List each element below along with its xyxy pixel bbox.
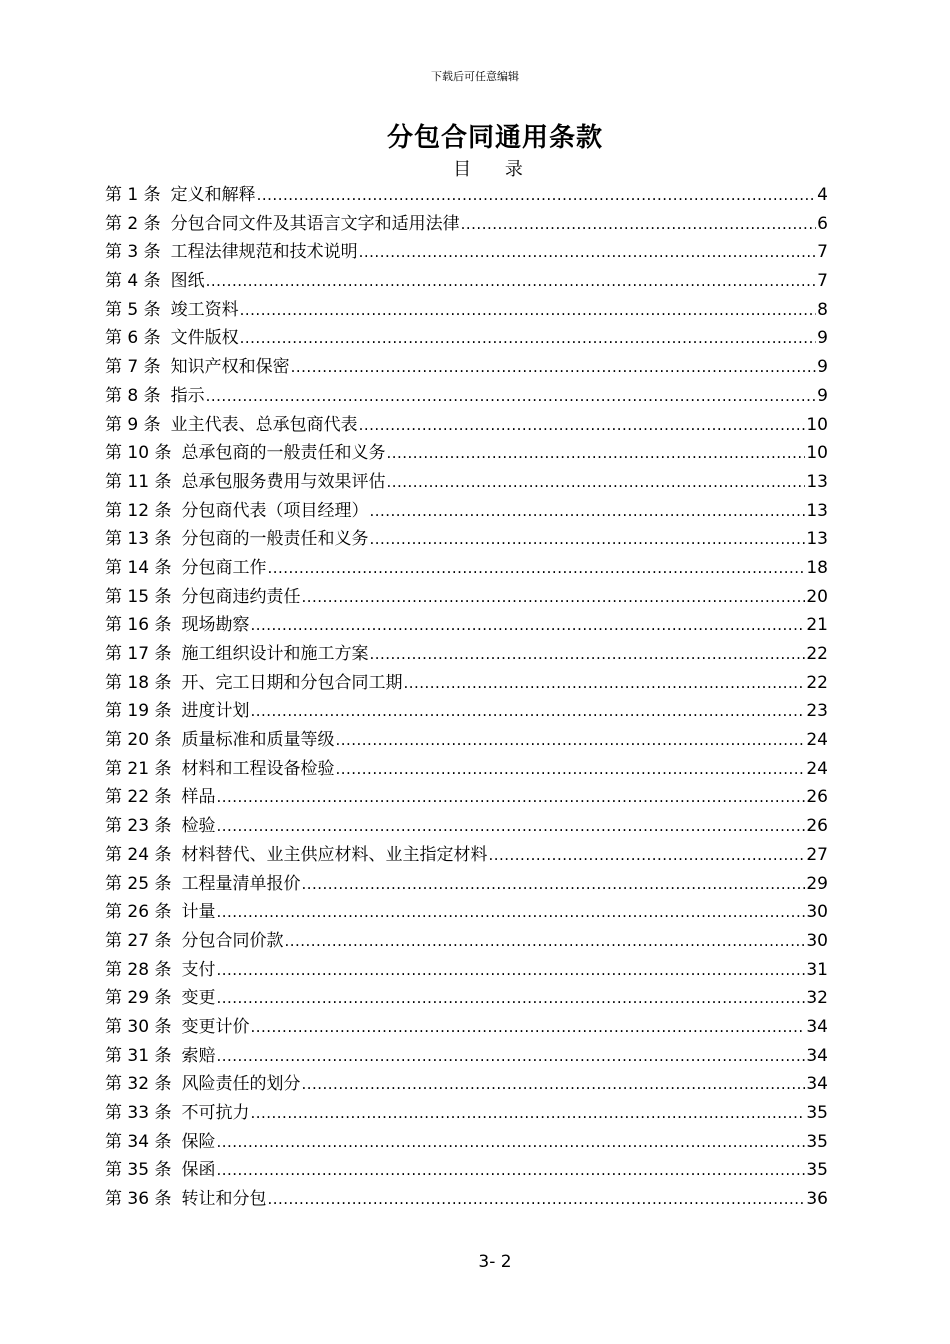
- toc-entry-number: 第 8 条: [105, 385, 161, 406]
- toc-entry-page: 31: [806, 959, 828, 980]
- toc-entry-number: 第 23 条: [105, 816, 172, 837]
- toc-entry-label: 图纸: [170, 271, 205, 292]
- toc-entry[interactable]: [105, 411, 828, 440]
- toc-entry-number: 第 34 条: [105, 1131, 172, 1152]
- toc-dot-leader: [216, 1042, 805, 1071]
- toc-entry[interactable]: [105, 554, 828, 583]
- toc-entry-label: 分包商的一般责任和义务: [181, 529, 369, 550]
- toc-dot-leader: [216, 984, 805, 1013]
- toc-dot-leader: [291, 353, 817, 382]
- toc-entry-label: 不可抗力: [181, 1103, 250, 1123]
- toc-entry[interactable]: [105, 1128, 828, 1157]
- toc-dot-leader: [216, 783, 805, 812]
- toc-entry[interactable]: [105, 439, 828, 468]
- toc-entry-label: 进度计划: [181, 701, 250, 722]
- toc-entry-number: 第 6 条: [105, 328, 161, 349]
- toc-entry-page: 35: [806, 1131, 828, 1152]
- toc-entry[interactable]: [105, 956, 828, 985]
- toc-entry-number: 第 19 条: [105, 701, 172, 722]
- toc-entry-page: 36: [806, 1189, 828, 1210]
- toc-dot-leader: [216, 1156, 805, 1185]
- toc-entry-number: 第 18 条: [105, 672, 172, 693]
- toc-entry[interactable]: [105, 324, 828, 353]
- toc-entry-number: 第 24 条: [105, 844, 172, 865]
- toc-entry-number: 第 13 条: [105, 529, 172, 550]
- toc-entry-number: 第 32 条: [105, 1074, 172, 1095]
- toc-entry-label: 分包商违约责任: [181, 586, 301, 607]
- toc-entry-label: 总承包商的一般责任和义务: [181, 443, 386, 464]
- toc-entry-page: 26: [806, 816, 828, 837]
- toc-entry-label: 开、完工日期和分包合同工期: [181, 672, 403, 693]
- toc-entry-label: 总承包服务费用与效果评估: [181, 471, 386, 492]
- toc-entry-label: 风险责任的划分: [181, 1074, 301, 1095]
- toc-entry[interactable]: [105, 1185, 828, 1214]
- toc-entry-page: 18: [806, 557, 828, 578]
- toc-entry-label: 工程法律规范和技术说明: [170, 242, 358, 263]
- toc-entry-label: 检验: [181, 816, 216, 837]
- toc-entry-number: 第 2 条: [105, 213, 161, 234]
- toc-entry-number: 第 35 条: [105, 1160, 172, 1181]
- toc-entry[interactable]: [105, 497, 828, 526]
- table-of-contents: [105, 181, 828, 1214]
- toc-entry-page: 21: [806, 615, 828, 636]
- toc-entry-label: 保函: [181, 1160, 216, 1181]
- toc-entry[interactable]: [105, 353, 828, 382]
- page-number: 3- 2: [478, 1252, 512, 1272]
- toc-entry-number: 第 27 条: [105, 930, 172, 951]
- toc-entry-page: 10: [806, 443, 828, 464]
- toc-entry-label: 分包商工作: [181, 557, 267, 578]
- toc-entry-page: 10: [806, 414, 828, 435]
- toc-entry[interactable]: [105, 697, 828, 726]
- toc-entry-page: 8: [817, 299, 828, 320]
- toc-entry-number: 第 16 条: [105, 615, 172, 636]
- toc-entry-label: 指示: [170, 385, 205, 406]
- toc-entry-label: 索赔: [181, 1045, 216, 1066]
- toc-dot-leader: [461, 210, 817, 239]
- toc-entry-number: 第 5 条: [105, 299, 161, 320]
- toc-entry[interactable]: [105, 525, 828, 554]
- toc-dot-leader: [240, 324, 817, 353]
- toc-entry-number: 第 4 条: [105, 271, 161, 292]
- toc-entry-number: 第 9 条: [105, 414, 161, 435]
- toc-entry-number: 第 36 条: [105, 1189, 172, 1210]
- toc-dot-leader: [284, 927, 805, 956]
- toc-entry-page: 32: [806, 988, 828, 1009]
- toc-entry-label: 现场勘察: [181, 615, 250, 636]
- toc-entry[interactable]: [105, 841, 828, 870]
- toc-entry-page: 13: [806, 471, 828, 492]
- document-title: 分包合同通用条款: [386, 123, 603, 153]
- toc-entry-number: 第 12 条: [105, 500, 172, 521]
- toc-dot-leader: [250, 611, 805, 640]
- toc-heading: 目 录: [453, 159, 537, 180]
- toc-entry-page: 24: [806, 758, 828, 779]
- toc-entry-number: 第 1 条: [105, 185, 161, 205]
- toc-entry-page: 9: [817, 357, 828, 378]
- toc-dot-leader: [335, 755, 805, 784]
- toc-entry[interactable]: [105, 238, 828, 267]
- toc-entry-label: 定义和解释: [170, 185, 256, 205]
- toc-entry-page: 30: [806, 902, 828, 923]
- toc-entry-page: 7: [817, 242, 828, 263]
- toc-entry-page: 23: [806, 701, 828, 722]
- toc-entry-number: 第 7 条: [105, 357, 161, 378]
- toc-entry-number: 第 22 条: [105, 787, 172, 808]
- toc-entry-label: 材料替代、业主供应材料、业主指定材料: [181, 844, 488, 865]
- toc-dot-leader: [250, 1099, 805, 1128]
- toc-dot-leader: [301, 1070, 805, 1099]
- toc-entry-page: 29: [806, 873, 828, 894]
- toc-entry[interactable]: [105, 669, 828, 698]
- toc-dot-leader: [206, 382, 817, 411]
- toc-entry-page: 22: [806, 644, 828, 664]
- toc-entry-page: 27: [806, 844, 828, 865]
- toc-entry-number: 第 14 条: [105, 557, 172, 578]
- toc-entry[interactable]: [105, 583, 828, 612]
- toc-dot-leader: [250, 1013, 805, 1042]
- toc-entry[interactable]: [105, 898, 828, 927]
- toc-entry[interactable]: [105, 468, 828, 497]
- toc-dot-leader: [267, 554, 805, 583]
- toc-entry[interactable]: [105, 1099, 828, 1128]
- toc-entry-page: 13: [806, 529, 828, 550]
- toc-dot-leader: [488, 841, 805, 870]
- toc-entry[interactable]: [105, 927, 828, 956]
- toc-entry-label: 分包商代表（项目经理）: [181, 500, 369, 521]
- toc-entry[interactable]: [105, 1042, 828, 1071]
- toc-entry-page: 24: [806, 730, 828, 751]
- toc-dot-leader: [206, 267, 817, 296]
- toc-entry-page: 7: [817, 271, 828, 292]
- toc-entry-label: 质量标准和质量等级: [181, 730, 335, 751]
- toc-dot-leader: [386, 439, 805, 468]
- toc-entry-number: 第 17 条: [105, 644, 172, 664]
- toc-entry[interactable]: [105, 210, 828, 239]
- toc-entry-number: 第 26 条: [105, 902, 172, 923]
- toc-entry[interactable]: [105, 1156, 828, 1185]
- toc-entry[interactable]: [105, 1013, 828, 1042]
- toc-entry-number: 第 21 条: [105, 758, 172, 779]
- toc-entry-page: 22: [806, 672, 828, 693]
- toc-dot-leader: [369, 640, 805, 669]
- toc-entry-label: 支付: [181, 959, 216, 980]
- toc-entry[interactable]: [105, 611, 828, 640]
- toc-entry-number: 第 10 条: [105, 443, 172, 464]
- header-note: 下载后可任意编辑: [431, 70, 519, 83]
- toc-dot-leader: [359, 238, 817, 267]
- toc-entry-label: 样品: [181, 787, 216, 808]
- toc-entry-page: 34: [806, 1045, 828, 1066]
- toc-entry[interactable]: [105, 726, 828, 755]
- toc-entry-page: 35: [806, 1160, 828, 1181]
- toc-entry-page: 26: [806, 787, 828, 808]
- toc-entry[interactable]: [105, 296, 828, 325]
- toc-entry[interactable]: [105, 382, 828, 411]
- toc-dot-leader: [240, 296, 817, 325]
- toc-dot-leader: [257, 181, 817, 210]
- toc-entry-page: 4: [817, 185, 828, 205]
- toc-entry-number: 第 33 条: [105, 1103, 172, 1123]
- toc-entry-label: 材料和工程设备检验: [181, 758, 335, 779]
- toc-entry-number: 第 20 条: [105, 730, 172, 751]
- toc-entry-label: 业主代表、总承包商代表: [170, 414, 358, 435]
- toc-entry[interactable]: [105, 640, 828, 669]
- toc-entry-label: 分包合同价款: [181, 930, 284, 951]
- toc-entry-label: 分包合同文件及其语言文字和适用法律: [170, 213, 460, 234]
- toc-dot-leader: [301, 870, 805, 899]
- toc-entry[interactable]: [105, 783, 828, 812]
- toc-dot-leader: [216, 812, 805, 841]
- toc-entry-page: 9: [817, 385, 828, 406]
- toc-entry-page: 20: [806, 586, 828, 607]
- toc-entry-page: 9: [817, 328, 828, 349]
- toc-entry-number: 第 25 条: [105, 873, 172, 894]
- toc-entry-page: 34: [806, 1016, 828, 1037]
- toc-dot-leader: [267, 1185, 805, 1214]
- toc-entry[interactable]: [105, 812, 828, 841]
- toc-entry[interactable]: [105, 984, 828, 1013]
- toc-entry-number: 第 28 条: [105, 959, 172, 980]
- toc-entry-number: 第 29 条: [105, 988, 172, 1009]
- toc-entry[interactable]: [105, 755, 828, 784]
- toc-entry-number: 第 31 条: [105, 1045, 172, 1066]
- toc-entry-label: 文件版权: [170, 328, 239, 349]
- toc-dot-leader: [403, 669, 805, 698]
- toc-entry-label: 工程量清单报价: [181, 873, 301, 894]
- toc-entry-page: 6: [817, 213, 828, 234]
- toc-entry-label: 转让和分包: [181, 1189, 267, 1210]
- toc-entry-page: 34: [806, 1074, 828, 1095]
- toc-entry-number: 第 3 条: [105, 242, 161, 263]
- toc-dot-leader: [216, 898, 805, 927]
- toc-entry[interactable]: [105, 267, 828, 296]
- toc-entry-label: 变更计价: [181, 1016, 250, 1037]
- toc-entry-number: 第 30 条: [105, 1016, 172, 1037]
- toc-dot-leader: [216, 1128, 805, 1157]
- toc-entry-label: 知识产权和保密: [170, 357, 290, 378]
- toc-dot-leader: [359, 411, 806, 440]
- toc-entry-label: 计量: [181, 902, 216, 923]
- toc-entry-page: 30: [806, 930, 828, 951]
- toc-entry-label: 变更: [181, 988, 216, 1009]
- toc-dot-leader: [386, 468, 805, 497]
- toc-dot-leader: [335, 726, 805, 755]
- toc-entry-number: 第 15 条: [105, 586, 172, 607]
- toc-entry-page: 35: [806, 1103, 828, 1123]
- toc-entry-label: 竣工资料: [170, 299, 239, 320]
- toc-dot-leader: [369, 497, 805, 526]
- toc-dot-leader: [301, 583, 805, 612]
- toc-dot-leader: [250, 697, 805, 726]
- toc-entry-label: 施工组织设计和施工方案: [181, 644, 369, 664]
- toc-entry[interactable]: [105, 1070, 828, 1099]
- toc-dot-leader: [216, 956, 805, 985]
- toc-entry-page: 13: [806, 500, 828, 521]
- toc-entry[interactable]: [105, 181, 828, 210]
- toc-entry[interactable]: [105, 870, 828, 899]
- toc-entry-label: 保险: [181, 1131, 216, 1152]
- toc-entry-number: 第 11 条: [105, 471, 172, 492]
- toc-dot-leader: [369, 525, 805, 554]
